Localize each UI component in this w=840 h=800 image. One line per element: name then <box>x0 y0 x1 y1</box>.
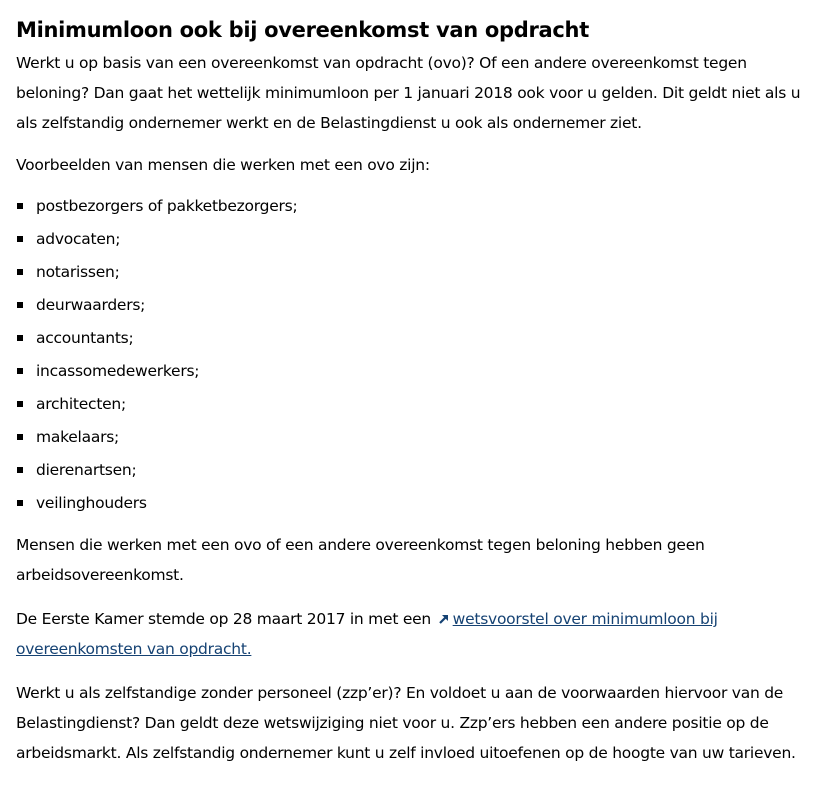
bullet-icon <box>17 401 23 407</box>
list-item: postbezorgers of pakketbezorgers; <box>16 190 816 223</box>
eerste-kamer-paragraph: De Eerste Kamer stemde op 28 maart 2017 in met een wetsvoorstel over minimumloon bij overeenkomsten van opdracht. <box>16 610 718 658</box>
bullet-icon <box>17 500 23 506</box>
bullet-icon <box>17 335 23 341</box>
bullet-icon <box>17 368 23 374</box>
bullet-icon <box>17 302 23 308</box>
article-content <box>16 14 816 768</box>
examples-list <box>16 190 816 520</box>
intro-paragraph: Werkt u op basis van een overeenkomst van opdracht (ovo)? Of een andere overeenkomst tegen beloning? Dan gaat het wettelijk minimumloon per 1 januari 2018 ook voor u gelden. Dit geldt niet als u als zelfstandig ondernemer werkt en de Belastingdienst u ook als ondernemer ziet. <box>16 54 801 132</box>
external-link-arrow-icon <box>438 613 450 625</box>
examples-intro: Voorbeelden van mensen die werken met een ovo zijn: <box>16 156 430 174</box>
bullet-icon <box>17 434 23 440</box>
list-item: advocaten; <box>16 223 816 256</box>
list-item: deurwaarders; <box>16 289 816 322</box>
page-title: Minimumloon ook bij overeenkomst van opdracht <box>16 18 589 42</box>
list-item: accountants; <box>16 322 816 355</box>
list-item: dierenartsen; <box>16 454 816 487</box>
bullet-icon <box>17 203 23 209</box>
no-contract-paragraph: Mensen die werken met een ovo of een andere overeenkomst tegen beloning hebben geen arbeidsovereenkomst. <box>16 536 705 584</box>
zzp-paragraph: Werkt u als zelfstandige zonder personeel (zzp’er)? En voldoet u aan de voorwaarden hiervoor van de Belastingdienst? Dan geldt deze wetswijziging niet voor u. Zzp’ers hebben een andere positie op de arbeidsmarkt. Als zelfstandig ondernemer kunt u zelf invloed uitoefenen op de hoogte van uw tarieven. <box>16 684 796 762</box>
wetsvoorstel-link[interactable]: wetsvoorstel over minimumloon bij overeenkomsten van opdracht. <box>16 610 718 658</box>
bullet-icon <box>17 269 23 275</box>
list-item: veilinghouders <box>16 487 816 520</box>
bullet-icon <box>17 236 23 242</box>
bullet-icon <box>17 467 23 473</box>
list-item: incassomedewerkers; <box>16 355 816 388</box>
list-item: architecten; <box>16 388 816 421</box>
list-item: notarissen; <box>16 256 816 289</box>
list-item: makelaars; <box>16 421 816 454</box>
